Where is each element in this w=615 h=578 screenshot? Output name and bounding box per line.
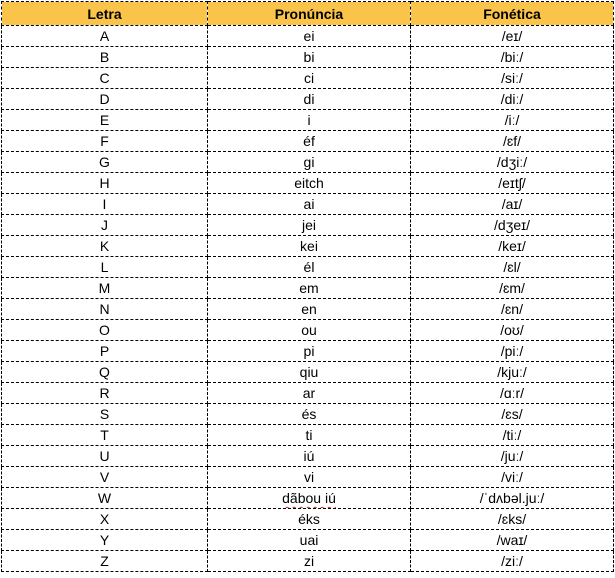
cell-letra: Y <box>2 530 208 551</box>
cell-pronuncia <box>208 488 411 509</box>
table-row <box>2 89 614 110</box>
table-row <box>2 236 614 257</box>
header-row <box>2 2 614 26</box>
cell-fonetica: /biː/ <box>411 47 614 68</box>
cell-pronuncia: zi <box>208 551 411 572</box>
cell-fonetica: /siː/ <box>411 68 614 89</box>
cell-letra: B <box>2 47 208 68</box>
cell-fonetica: /oʊ/ <box>411 320 614 341</box>
cell-letra: Z <box>2 551 208 572</box>
table-row <box>2 257 614 278</box>
cell-fonetica: /ɛl/ <box>411 257 614 278</box>
cell-pronuncia: és <box>208 404 411 425</box>
cell-letra: I <box>2 194 208 215</box>
cell-pronuncia: él <box>208 257 411 278</box>
cell-letra: U <box>2 446 208 467</box>
header-fonetica: Fonética <box>411 2 614 26</box>
table-row <box>2 194 614 215</box>
cell-fonetica: /viː/ <box>411 467 614 488</box>
cell-letra: D <box>2 89 208 110</box>
cell-letra: O <box>2 320 208 341</box>
spellcheck-word: dãbou iú <box>282 490 336 506</box>
table-row <box>2 425 614 446</box>
header-pronuncia: Pronúncia <box>208 2 411 26</box>
table-row <box>2 341 614 362</box>
cell-fonetica: /tiː/ <box>411 425 614 446</box>
cell-fonetica: /dʒeɪ/ <box>411 215 614 236</box>
table-row <box>2 26 614 47</box>
cell-letra: V <box>2 467 208 488</box>
cell-pronuncia: qiu <box>208 362 411 383</box>
table-row <box>2 152 614 173</box>
table-row <box>2 551 614 572</box>
table-row <box>2 467 614 488</box>
cell-fonetica: /diː/ <box>411 89 614 110</box>
cell-letra: T <box>2 425 208 446</box>
table-row <box>2 362 614 383</box>
cell-pronuncia: kei <box>208 236 411 257</box>
table-row <box>2 530 614 551</box>
cell-fonetica: /aɪ/ <box>411 194 614 215</box>
cell-pronuncia: gi <box>208 152 411 173</box>
cell-fonetica: /waɪ/ <box>411 530 614 551</box>
table-row <box>2 446 614 467</box>
cell-pronuncia: iú <box>208 446 411 467</box>
table-row <box>2 404 614 425</box>
cell-letra: M <box>2 278 208 299</box>
cell-fonetica: /ɑːr/ <box>411 383 614 404</box>
cell-fonetica: /eɪtʃ/ <box>411 173 614 194</box>
cell-pronuncia: i <box>208 110 411 131</box>
cell-fonetica: /iː/ <box>411 110 614 131</box>
cell-letra: X <box>2 509 208 530</box>
cell-fonetica: /ɛks/ <box>411 509 614 530</box>
table-row <box>2 68 614 89</box>
cell-pronuncia: ti <box>208 425 411 446</box>
table-row <box>2 509 614 530</box>
cell-pronuncia: ci <box>208 68 411 89</box>
cell-pronuncia: bi <box>208 47 411 68</box>
table-row <box>2 299 614 320</box>
header-letra: Letra <box>2 2 208 26</box>
table-row <box>2 131 614 152</box>
cell-letra: C <box>2 68 208 89</box>
cell-fonetica: /juː/ <box>411 446 614 467</box>
cell-fonetica: /ɛs/ <box>411 404 614 425</box>
cell-letra: E <box>2 110 208 131</box>
cell-fonetica: /ɛn/ <box>411 299 614 320</box>
cell-pronuncia: em <box>208 278 411 299</box>
cell-letra: S <box>2 404 208 425</box>
cell-letra: W <box>2 488 208 509</box>
cell-fonetica: /ɛm/ <box>411 278 614 299</box>
cell-pronuncia: pi <box>208 341 411 362</box>
cell-letra: H <box>2 173 208 194</box>
cell-letra: F <box>2 131 208 152</box>
cell-fonetica: /keɪ/ <box>411 236 614 257</box>
table-row <box>2 383 614 404</box>
cell-letra: N <box>2 299 208 320</box>
cell-letra: R <box>2 383 208 404</box>
cell-fonetica: /piː/ <box>411 341 614 362</box>
cell-letra: G <box>2 152 208 173</box>
cell-pronuncia: jei <box>208 215 411 236</box>
cell-pronuncia: eitch <box>208 173 411 194</box>
cell-letra: A <box>2 26 208 47</box>
cell-letra: J <box>2 215 208 236</box>
cell-pronuncia: ou <box>208 320 411 341</box>
table-row <box>2 47 614 68</box>
cell-fonetica: /dʒiː/ <box>411 152 614 173</box>
cell-pronuncia: vi <box>208 467 411 488</box>
cell-letra: P <box>2 341 208 362</box>
cell-pronuncia: éks <box>208 509 411 530</box>
cell-pronuncia: uai <box>208 530 411 551</box>
cell-pronuncia: di <box>208 89 411 110</box>
cell-pronuncia: ai <box>208 194 411 215</box>
cell-fonetica: /ziː/ <box>411 551 614 572</box>
cell-fonetica: /kjuː/ <box>411 362 614 383</box>
table-row <box>2 110 614 131</box>
cell-letra: K <box>2 236 208 257</box>
cell-letra: L <box>2 257 208 278</box>
table-row <box>2 488 614 509</box>
cell-pronuncia: ei <box>208 26 411 47</box>
cell-letra: Q <box>2 362 208 383</box>
cell-pronuncia: en <box>208 299 411 320</box>
alphabet-pronunciation-table <box>1 1 614 572</box>
cell-pronuncia: ar <box>208 383 411 404</box>
table-row <box>2 173 614 194</box>
cell-pronuncia: éf <box>208 131 411 152</box>
table-row <box>2 278 614 299</box>
table-row <box>2 215 614 236</box>
cell-fonetica: /ˈdʌbəl.juː/ <box>411 488 614 509</box>
cell-fonetica: /ɛf/ <box>411 131 614 152</box>
table-row <box>2 320 614 341</box>
cell-fonetica: /eɪ/ <box>411 26 614 47</box>
